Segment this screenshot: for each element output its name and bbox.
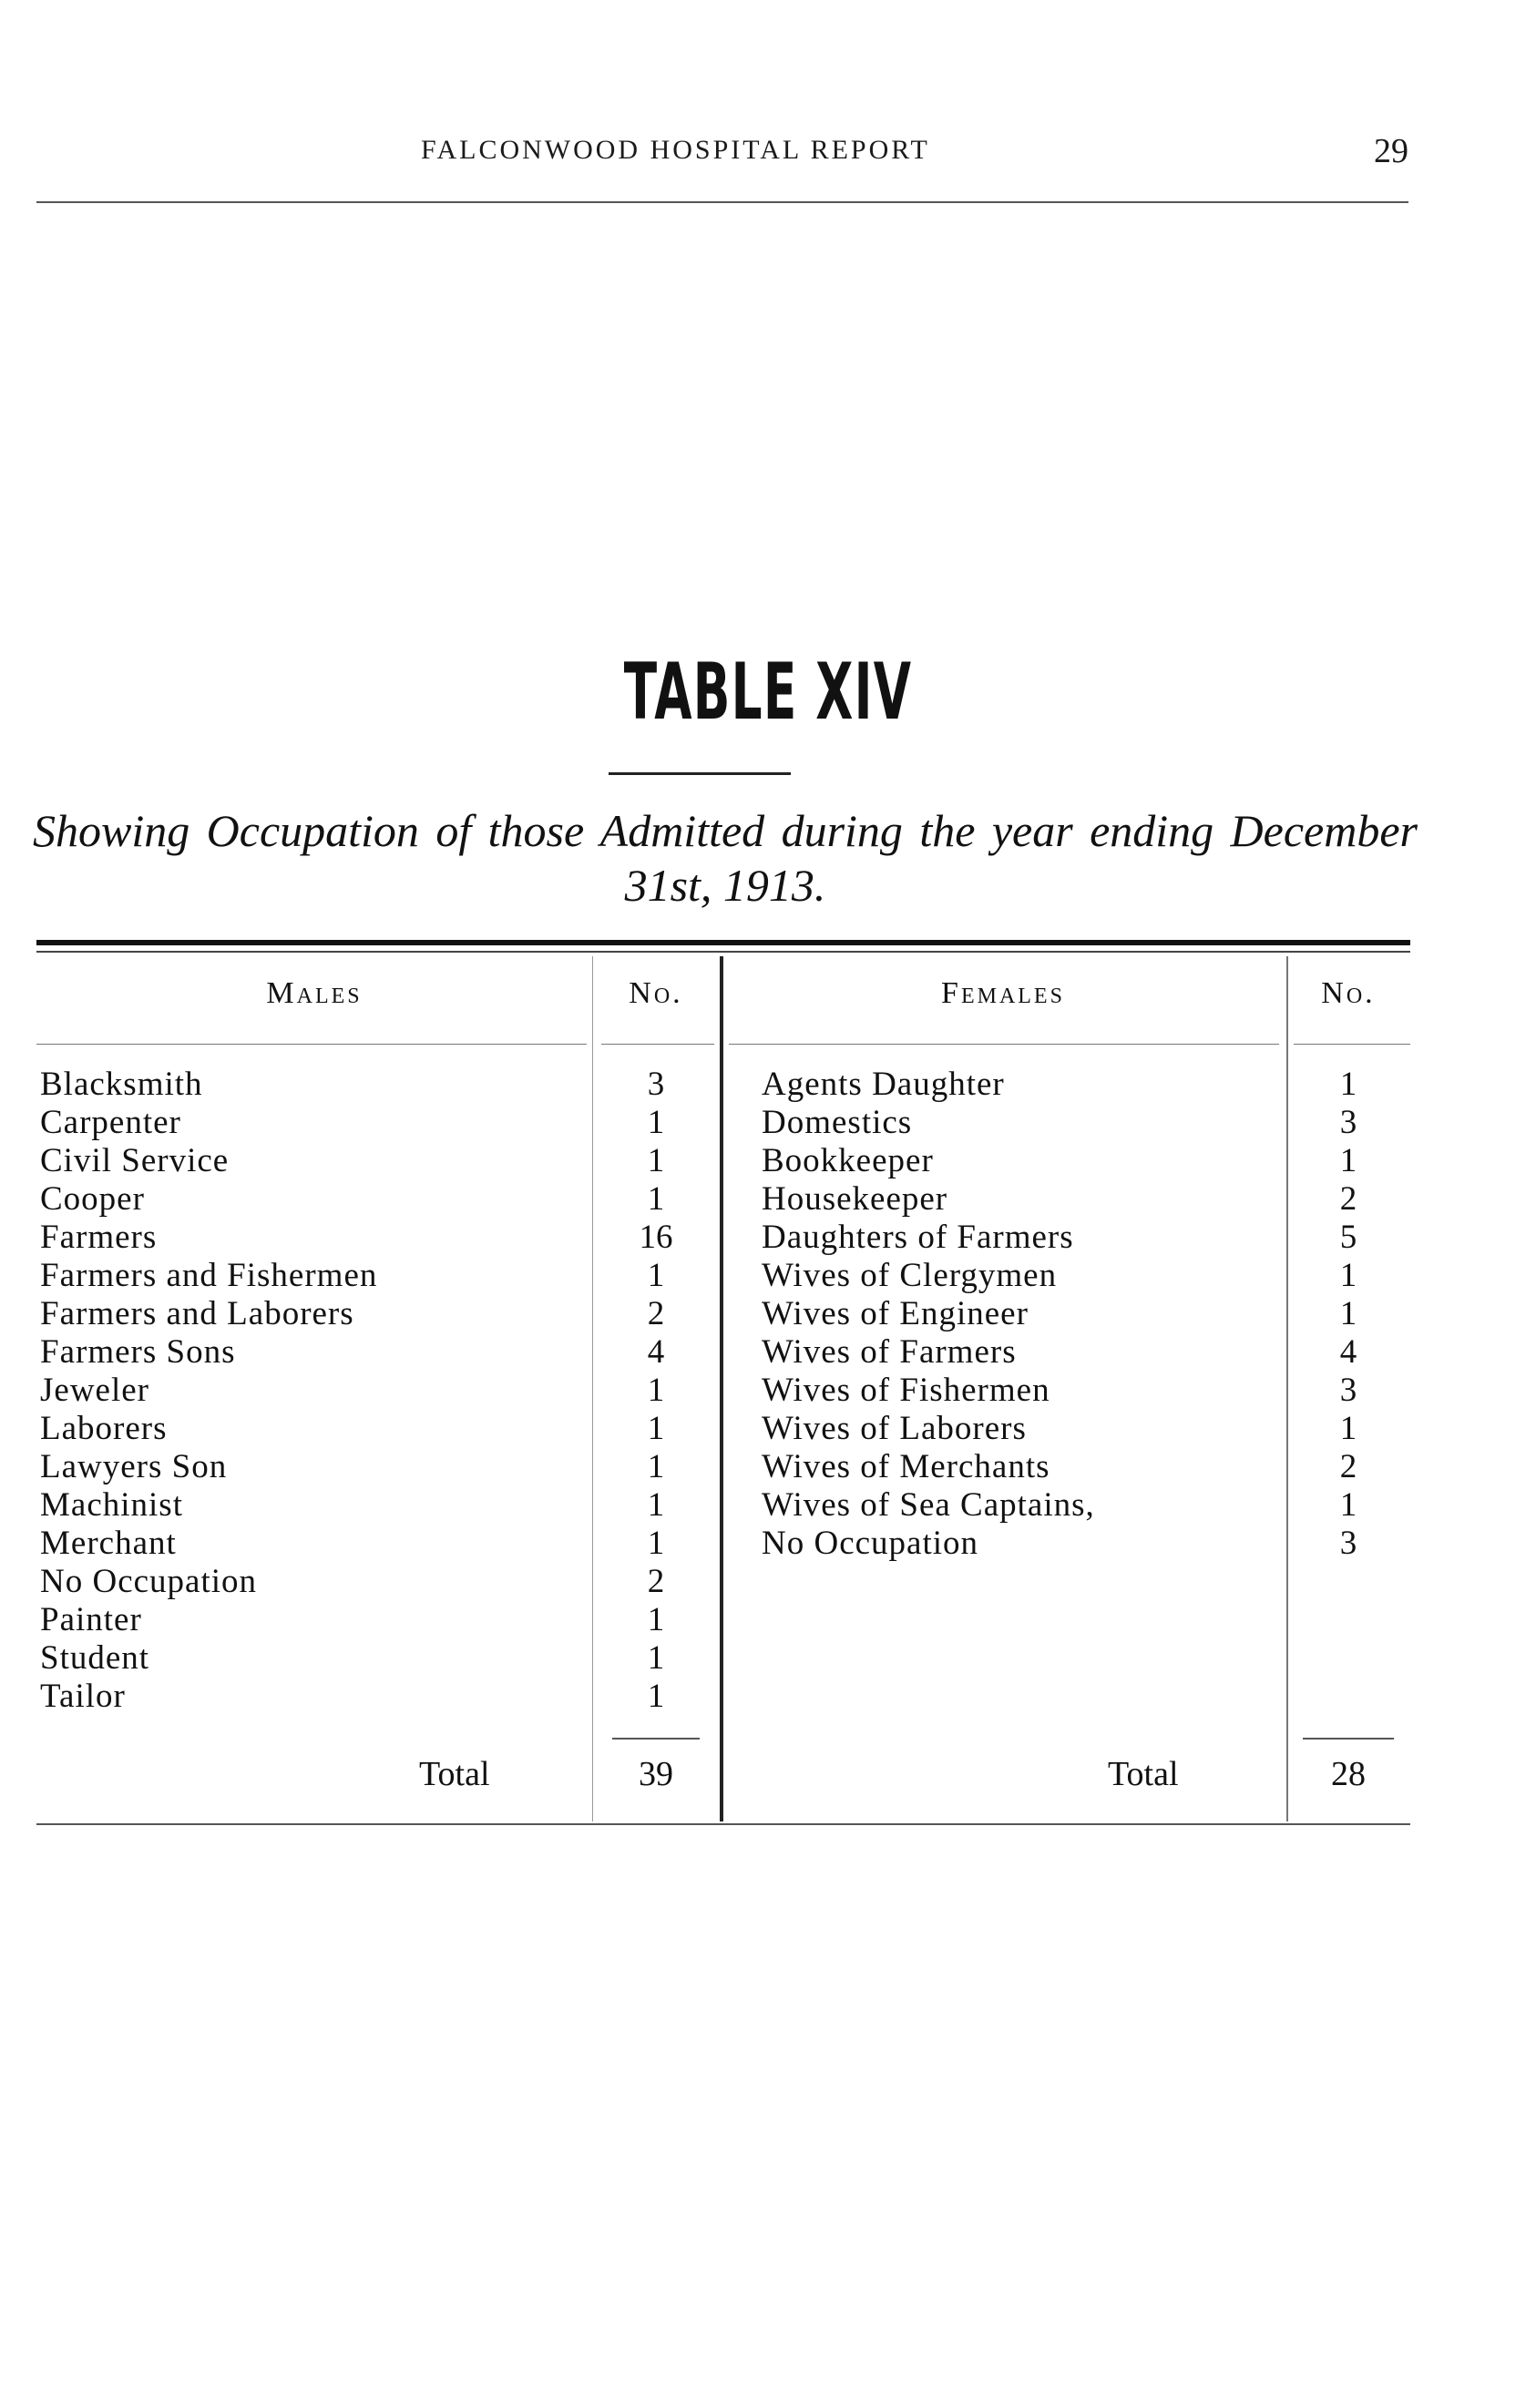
female-count-cell: 2 xyxy=(1339,1448,1357,1485)
females-occupation-list xyxy=(762,1066,1281,1563)
page-number: 29 xyxy=(1374,132,1408,170)
male-count-cell: 2 xyxy=(647,1295,665,1332)
male-occupation-cell: Civil Service xyxy=(40,1142,230,1179)
header-divider xyxy=(36,201,1408,203)
female-count-cell: 3 xyxy=(1339,1104,1357,1141)
male-count-cell: 1 xyxy=(647,1448,665,1485)
female-occupation-cell: Wives of Laborers xyxy=(762,1410,1027,1447)
table-top-rule xyxy=(36,940,1410,945)
females-count-list xyxy=(1286,1066,1410,1563)
males-count-list xyxy=(592,1066,720,1716)
female-count-cell: 1 xyxy=(1339,1295,1357,1332)
female-count-cell: 1 xyxy=(1339,1257,1357,1294)
female-occupation-cell: Wives of Sea Captains, xyxy=(762,1486,1095,1524)
males-occupation-list xyxy=(40,1066,587,1716)
total-value-males: 39 xyxy=(639,1755,673,1793)
total-value-females: 28 xyxy=(1331,1755,1366,1793)
column-header-males-no: No. xyxy=(629,976,683,1010)
male-count-cell: 16 xyxy=(639,1219,673,1256)
male-count-cell: 1 xyxy=(647,1410,665,1447)
male-count-cell: 2 xyxy=(647,1563,665,1600)
male-count-cell: 1 xyxy=(647,1486,665,1524)
male-occupation-cell: Farmers Sons xyxy=(40,1333,236,1371)
column-header-females: Females xyxy=(941,976,1065,1010)
male-count-cell: 1 xyxy=(647,1639,665,1677)
female-count-cell: 3 xyxy=(1339,1525,1357,1562)
table-heading: TABLE XIV xyxy=(623,647,913,738)
report-title: FALCONWOOD HOSPITAL REPORT xyxy=(421,135,930,165)
female-count-cell: 1 xyxy=(1339,1410,1357,1447)
header-underline-males xyxy=(36,1044,587,1045)
table-top-rule-thin xyxy=(36,951,1410,953)
male-count-cell: 1 xyxy=(647,1257,665,1294)
male-occupation-cell: Blacksmith xyxy=(40,1066,203,1103)
female-occupation-cell: Wives of Farmers xyxy=(762,1333,1017,1371)
total-label-females: Total xyxy=(1108,1755,1179,1793)
male-occupation-cell: No Occupation xyxy=(40,1563,258,1600)
female-occupation-cell: Daughters of Farmers xyxy=(762,1219,1074,1256)
male-occupation-cell: Painter xyxy=(40,1601,142,1638)
male-occupation-cell: Carpenter xyxy=(40,1104,181,1141)
female-count-cell: 5 xyxy=(1339,1219,1357,1256)
total-rule-females xyxy=(1303,1738,1394,1740)
female-occupation-cell: Agents Daughter xyxy=(762,1066,1005,1103)
female-count-cell: 1 xyxy=(1339,1142,1357,1179)
male-occupation-cell: Lawyers Son xyxy=(40,1448,228,1485)
male-occupation-cell: Machinist xyxy=(40,1486,183,1524)
male-count-cell: 1 xyxy=(647,1180,665,1218)
male-count-cell: 1 xyxy=(647,1678,665,1715)
female-occupation-cell: Domestics xyxy=(762,1104,913,1141)
male-count-cell: 3 xyxy=(647,1066,665,1103)
column-header-males: Males xyxy=(266,976,363,1010)
female-occupation-cell: Housekeeper xyxy=(762,1180,948,1218)
column-divider-center xyxy=(720,956,723,1821)
female-occupation-cell: Bookkeeper xyxy=(762,1142,934,1179)
table-caption: Showing Occupation of those Admitted during the year ending December 31st, 1913. xyxy=(33,805,1418,911)
male-count-cell: 1 xyxy=(647,1601,665,1638)
header-underline-females-no xyxy=(1294,1044,1410,1045)
male-occupation-cell: Student xyxy=(40,1639,150,1677)
male-count-cell: 1 xyxy=(647,1142,665,1179)
male-occupation-cell: Laborers xyxy=(40,1410,168,1447)
male-count-cell: 1 xyxy=(647,1104,665,1141)
female-count-cell: 3 xyxy=(1339,1372,1357,1409)
running-header xyxy=(0,132,1536,171)
total-rule-males xyxy=(612,1738,700,1740)
female-occupation-cell: Wives of Fishermen xyxy=(762,1372,1050,1409)
male-occupation-cell: Tailor xyxy=(40,1678,126,1715)
female-count-cell: 2 xyxy=(1339,1180,1357,1218)
female-count-cell: 4 xyxy=(1339,1333,1357,1371)
header-underline-females xyxy=(729,1044,1279,1045)
female-occupation-cell: Wives of Merchants xyxy=(762,1448,1050,1485)
female-occupation-cell: Wives of Clergymen xyxy=(762,1257,1058,1294)
column-header-females-no: No. xyxy=(1321,976,1376,1010)
male-count-cell: 4 xyxy=(647,1333,665,1371)
female-occupation-cell: No Occupation xyxy=(762,1525,979,1562)
table-bottom-rule xyxy=(36,1823,1410,1825)
male-count-cell: 1 xyxy=(647,1525,665,1562)
male-occupation-cell: Farmers xyxy=(40,1219,158,1256)
male-occupation-cell: Cooper xyxy=(40,1180,145,1218)
total-label-males: Total xyxy=(419,1755,490,1793)
female-count-cell: 1 xyxy=(1339,1066,1357,1103)
male-occupation-cell: Farmers and Fishermen xyxy=(40,1257,378,1294)
female-count-cell: 1 xyxy=(1339,1486,1357,1524)
male-occupation-cell: Jeweler xyxy=(40,1372,149,1409)
title-divider xyxy=(609,772,791,775)
male-count-cell: 1 xyxy=(647,1372,665,1409)
header-underline-males-no xyxy=(601,1044,714,1045)
male-occupation-cell: Merchant xyxy=(40,1525,177,1562)
female-occupation-cell: Wives of Engineer xyxy=(762,1295,1029,1332)
male-occupation-cell: Farmers and Laborers xyxy=(40,1295,354,1332)
